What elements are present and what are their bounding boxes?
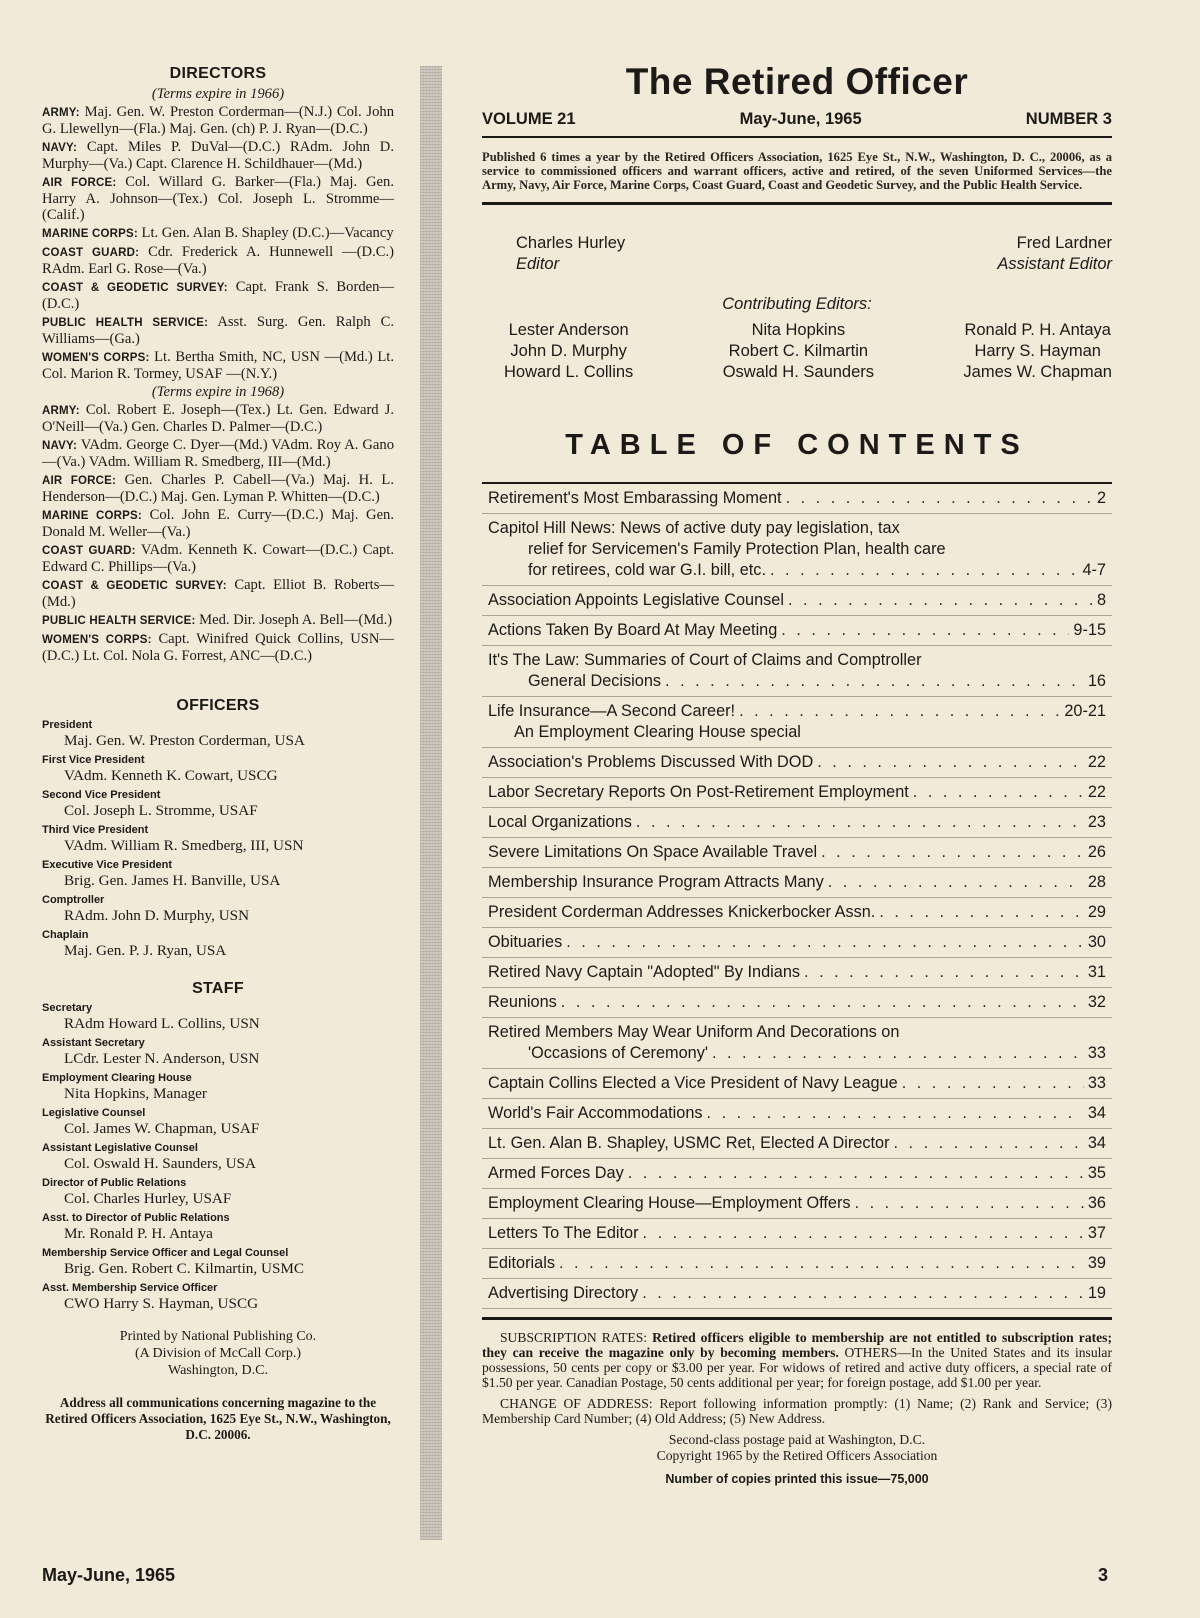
director-entry: WOMEN'S CORPS: Capt. Winifred Quick Collins, USN—(D.C.) Lt. Col. Nola G. Forrest, ANC—(D.C.) — [42, 631, 394, 664]
staff-section — [42, 981, 394, 1312]
director-entry: WOMEN'S CORPS: Lt. Bertha Smith, NC, USN —(Md.) Lt. Col. Marion R. Tormey, USAF —(N.Y.) — [42, 349, 394, 382]
toc-entry — [482, 1189, 1112, 1219]
toc-leader-dots — [561, 992, 1084, 1013]
toc-entry — [482, 748, 1112, 778]
directors-1968-list — [42, 402, 394, 664]
toc-line — [488, 620, 1106, 641]
toc-title: Capitol Hill News: News of active duty pay legislation, tax — [488, 519, 900, 537]
directors-1966-list — [42, 104, 394, 382]
page-number: 3 — [1098, 1565, 1109, 1585]
toc-page: 31 — [1087, 963, 1106, 981]
toc-page: 4-7 — [1082, 561, 1106, 579]
contributing-editors — [482, 320, 1112, 383]
staff-role: Asst. Membership Service Officer — [42, 1282, 218, 1294]
toc-title: 'Occasions of Ceremony' — [528, 1044, 708, 1062]
toc-line — [488, 1103, 1106, 1124]
officer-role: Comptroller — [42, 894, 105, 906]
toc-page: 34 — [1087, 1104, 1106, 1122]
editors-block — [482, 233, 1112, 275]
staff-name: Mr. Ronald P. H. Antaya — [64, 1225, 213, 1242]
toc-entry — [482, 1279, 1112, 1309]
toc-page: 23 — [1087, 813, 1106, 831]
contributor-column — [723, 320, 874, 383]
staff-name: CWO Harry S. Hayman, USCG — [64, 1295, 259, 1312]
toc-title: Association's Problems Discussed With DOD — [488, 753, 814, 771]
toc-line — [488, 701, 1106, 722]
toc-title: Reunions — [488, 993, 557, 1011]
toc-title: Letters To The Editor — [488, 1224, 639, 1242]
toc-line — [488, 1073, 1106, 1094]
toc-leader-dots — [770, 560, 1078, 581]
toc-line — [488, 1043, 1106, 1064]
toc-entry — [482, 868, 1112, 898]
staff-role: Director of Public Relations — [42, 1177, 187, 1189]
toc-title: World's Fair Accommodations — [488, 1104, 703, 1122]
toc-line — [488, 650, 1106, 671]
toc-leader-dots — [566, 932, 1084, 953]
terms-1968: (Terms expire in 1968) — [151, 384, 285, 400]
volume-label: VOLUME 21 — [482, 110, 576, 128]
toc-title: Membership Insurance Program Attracts Many — [488, 873, 824, 891]
toc-page: 16 — [1087, 672, 1106, 690]
contributor-name: Oswald H. Saunders — [722, 363, 875, 381]
staff-heading: STAFF — [192, 980, 244, 997]
right-column — [482, 56, 1112, 1486]
editor — [482, 233, 625, 275]
toc-line — [488, 992, 1106, 1013]
toc-entry — [482, 808, 1112, 838]
director-entry: AIR FORCE: Gen. Charles P. Cabell—(Va.) Maj. H. L. Henderson—(D.C.) Maj. Gen. Lyman P. Whitten—(D.C.) — [42, 472, 394, 505]
toc-leader-dots — [913, 782, 1084, 803]
director-entry: COAST & GEODETIC SURVEY: Capt. Frank S. Borden—(D.C.) — [42, 279, 394, 312]
toc-entry — [482, 586, 1112, 616]
toc-line — [488, 1193, 1106, 1214]
staff-role: Assistant Secretary — [42, 1037, 145, 1049]
toc-line — [488, 1022, 1106, 1043]
officers-heading: OFFICERS — [176, 697, 260, 714]
director-entry: PUBLIC HEALTH SERVICE: Med. Dir. Joseph A. Bell—(Md.) — [42, 612, 393, 628]
toc-leader-dots — [855, 1193, 1084, 1214]
toc-line — [488, 842, 1106, 863]
officer-role: Executive Vice President — [42, 859, 173, 871]
editor-name: Charles Hurley — [516, 234, 626, 252]
toc-subtitle: An Employment Clearing House special — [514, 723, 801, 741]
toc-line — [488, 560, 1106, 581]
subscription-info — [482, 1330, 1112, 1426]
toc-title: Employment Clearing House—Employment Offers — [488, 1194, 851, 1212]
toc-line — [488, 812, 1106, 833]
toc-page: 36 — [1087, 1194, 1106, 1212]
toc-line — [488, 962, 1106, 983]
officer-role: First Vice President — [42, 754, 145, 766]
toc-leader-dots — [643, 1223, 1084, 1244]
toc-entry — [482, 484, 1112, 514]
director-entry: AIR FORCE: Col. Willard G. Barker—(Fla.) Maj. Gen. Harry A. Johnson—(Tex.) Col. Joseph L. Stromme—(Calif.) — [42, 174, 394, 223]
copies-printed: Number of copies printed this issue—75,000 — [665, 1472, 929, 1486]
toc-page: 35 — [1087, 1164, 1106, 1182]
officer-name: VAdm. William R. Smedberg, III, USN — [64, 837, 304, 854]
toc-title: Local Organizations — [488, 813, 632, 831]
officer-role: Second Vice President — [42, 789, 161, 801]
toc-title: for retirees, cold war G.I. bill, etc. — [528, 561, 766, 579]
toc-line — [488, 872, 1106, 893]
toc-leader-dots — [712, 1043, 1084, 1064]
toc-entry — [482, 1249, 1112, 1279]
toc-title: General Decisions — [528, 672, 662, 690]
toc-line — [488, 1133, 1106, 1154]
toc-entry — [482, 1129, 1112, 1159]
toc-entry — [482, 928, 1112, 958]
director-entry: COAST GUARD: Cdr. Frederick A. Hunnewell —(D.C.) RAdm. Earl G. Rose—(Va.) — [42, 244, 394, 277]
contributing-editors-heading: Contributing Editors: — [722, 295, 872, 313]
toc-leader-dots — [828, 872, 1084, 893]
toc-leader-dots — [739, 701, 1060, 722]
toc-title: Severe Limitations On Space Available Travel — [488, 843, 818, 861]
officer-name: Col. Joseph L. Stromme, USAF — [64, 802, 258, 819]
toc-leader-dots — [707, 1103, 1084, 1124]
director-entry: ARMY: Col. Robert E. Joseph—(Tex.) Lt. Gen. Edward J. O'Neill—(Va.) Gen. Charles D. Palmer—(D.C.) — [42, 402, 394, 435]
toc-page: 2 — [1096, 489, 1106, 507]
toc-title: Labor Secretary Reports On Post-Retirement Employment — [488, 783, 909, 801]
toc-page: 32 — [1087, 993, 1106, 1011]
director-entry: NAVY: VAdm. George C. Dyer—(Md.) VAdm. Roy A. Gano—(Va.) VAdm. William R. Smedberg, III—(Md.) — [42, 437, 394, 470]
officer-name: Maj. Gen. W. Preston Corderman, USA — [64, 732, 305, 749]
staff-name: LCdr. Lester N. Anderson, USN — [64, 1050, 260, 1067]
toc-entry — [482, 838, 1112, 868]
change-of-address: CHANGE OF ADDRESS: Report following information promptly: (1) Name; (2) Rank and Service; (3) Membership Card Number; (4) Old Address; (5) New Address. — [482, 1396, 1112, 1426]
publication-statement: Published 6 times a year by the Retired Officers Association, 1625 Eye St., N.W., Washington, D. C., 20006, as a service to commissioned officers and warrant officers, active and retired, of the seven Uniformed Services—the Army, Navy, Air Force, Marine Corps, Coast Guard, Coast and Geodetic Survey, and the Public Health Service. — [482, 150, 1112, 192]
toc-title: Editorials — [488, 1254, 555, 1272]
toc-line — [488, 902, 1106, 923]
toc-title: Retired Navy Captain "Adopted" By Indians — [488, 963, 801, 981]
contributor-name: James W. Chapman — [963, 363, 1112, 381]
director-entry: MARINE CORPS: Lt. Gen. Alan B. Shapley (D.C.)—Vacancy — [42, 225, 394, 241]
toc-leader-dots — [559, 1253, 1084, 1274]
officer-name: Maj. Gen. P. J. Ryan, USA — [64, 942, 227, 959]
toc-entry — [482, 1099, 1112, 1129]
issue-number: NUMBER 3 — [1025, 110, 1112, 128]
left-column — [42, 66, 394, 1443]
toc-title: Advertising Directory — [488, 1284, 639, 1302]
toc-leader-dots — [781, 620, 1069, 641]
toc-title: Actions Taken By Board At May Meeting — [488, 621, 778, 639]
toc-heading: TABLE OF CONTENTS — [565, 429, 1029, 461]
staff-name: Col. Oswald H. Saunders, USA — [64, 1155, 256, 1172]
toc-line — [488, 1253, 1106, 1274]
toc-leader-dots — [902, 1073, 1084, 1094]
editor-title: Editor — [516, 255, 560, 273]
toc-entry — [482, 778, 1112, 808]
toc-title-continued: relief for Servicemen's Family Protection Plan, health care — [528, 540, 946, 558]
toc-entry — [482, 1069, 1112, 1099]
officer-name: Brig. Gen. James H. Banville, USA — [64, 872, 281, 889]
toc-page: 29 — [1087, 903, 1106, 921]
toc-title: Life Insurance—A Second Career! — [488, 702, 736, 720]
contributor-name: John D. Murphy — [510, 342, 627, 360]
toc-line — [488, 1283, 1106, 1304]
toc-title: Armed Forces Day — [488, 1164, 624, 1182]
toc-line — [488, 1163, 1106, 1184]
assistant-editor-title: Assistant Editor — [997, 255, 1112, 273]
contributor-name: Nita Hopkins — [751, 321, 846, 339]
toc-page: 20-21 — [1064, 702, 1106, 720]
director-entry: ARMY: Maj. Gen. W. Preston Corderman—(N.J.) Col. John G. Llewellyn—(Fla.) Maj. Gen. (ch) P. J. Ryan—(D.C.) — [42, 104, 394, 137]
toc-entry — [482, 1018, 1112, 1069]
toc-title: Captain Collins Elected a Vice President of Navy League — [488, 1074, 898, 1092]
toc-leader-dots — [642, 1283, 1084, 1304]
director-entry: COAST GUARD: VAdm. Kenneth K. Cowart—(D.C.) Capt. Edward C. Phillips—(Va.) — [42, 542, 395, 575]
officers-section — [42, 698, 394, 959]
toc-entry — [482, 1159, 1112, 1189]
contributor-column — [482, 320, 633, 383]
toc-page: 34 — [1087, 1134, 1106, 1152]
toc-title: Association Appoints Legislative Counsel — [488, 591, 784, 609]
director-entry: PUBLIC HEALTH SERVICE: Asst. Surg. Gen. Ralph C. Williams—(Ga.) — [42, 314, 394, 347]
contributor-name: Lester Anderson — [508, 321, 629, 339]
toc-title: Lt. Gen. Alan B. Shapley, USMC Ret, Elected A Director — [488, 1134, 890, 1152]
toc-leader-dots — [821, 842, 1084, 863]
divider-rule — [482, 202, 1112, 205]
footer-date: May-June, 1965 — [42, 1565, 176, 1585]
assistant-editor-name: Fred Lardner — [1016, 234, 1112, 252]
staff-role: Secretary — [42, 1002, 93, 1014]
toc-page: 39 — [1087, 1254, 1106, 1272]
contributor-name: Ronald P. H. Antaya — [964, 321, 1111, 339]
officer-name: RAdm. John D. Murphy, USN — [64, 907, 250, 924]
contributor-name: Harry S. Hayman — [974, 342, 1101, 360]
staff-role: Membership Service Officer and Legal Counsel — [42, 1247, 289, 1259]
contributor-column — [963, 320, 1112, 383]
toc-page: 33 — [1087, 1074, 1106, 1092]
toc-leader-dots — [786, 488, 1093, 509]
staff-role: Legislative Counsel — [42, 1107, 146, 1119]
subscription-rates: SUBSCRIPTION RATES: Retired officers eligible to membership are not entitled to subscription rates; they can receive the magazine only by becoming members. OTHERS—In the United States and its insular possessions, 50 cents per copy or $3.00 per year. For widows of retired and active duty officers, a special rate of $1.50 per year. Canadian Postage, 50 cents additional per year; for foreign postage, add $1.00 per year. — [482, 1330, 1112, 1390]
director-entry: NAVY: Capt. Miles P. DuVal—(D.C.) RAdm. John D. Murphy—(Va.) Capt. Clarence H. Schildhauer—(Md.) — [42, 139, 394, 172]
issue-date: May-June, 1965 — [739, 110, 862, 128]
toc-leader-dots — [879, 902, 1084, 923]
magazine-title: The Retired Officer — [625, 61, 969, 102]
toc-entry — [482, 988, 1112, 1018]
toc-leader-dots — [628, 1163, 1084, 1184]
staff-role: Employment Clearing House — [42, 1072, 192, 1084]
toc-line — [488, 518, 1106, 539]
toc-page: 9-15 — [1073, 621, 1106, 639]
toc-page: 19 — [1087, 1284, 1106, 1302]
toc-entry — [482, 514, 1112, 586]
officer-name: VAdm. Kenneth K. Cowart, USCG — [64, 767, 278, 784]
contributor-name: Robert C. Kilmartin — [728, 342, 869, 360]
divider-rule — [482, 1317, 1112, 1320]
toc-line — [488, 590, 1106, 611]
issue-info-row — [482, 110, 1112, 138]
officer-role: President — [42, 719, 93, 731]
staff-name: Col. Charles Hurley, USAF — [64, 1190, 232, 1207]
halftone-divider — [420, 66, 442, 1540]
toc-title: Retired Members May Wear Uniform And Decorations on — [488, 1023, 900, 1041]
toc-leader-dots — [636, 812, 1084, 833]
toc-line — [488, 932, 1106, 953]
toc-entry — [482, 898, 1112, 928]
toc-line — [488, 752, 1106, 773]
staff-name: Brig. Gen. Robert C. Kilmartin, USMC — [64, 1260, 305, 1277]
director-entry: MARINE CORPS: Col. John E. Curry—(D.C.) Maj. Gen. Donald M. Weller—(Va.) — [42, 507, 394, 540]
toc-line — [488, 488, 1106, 509]
staff-role: Assistant Legislative Counsel — [42, 1142, 198, 1154]
toc-page: 8 — [1096, 591, 1106, 609]
staff-name: Nita Hopkins, Manager — [64, 1085, 207, 1102]
toc-leader-dots — [804, 962, 1084, 983]
toc-title: President Corderman Addresses Knickerbocker Assn. — [488, 903, 876, 921]
table-of-contents — [482, 482, 1112, 1309]
toc-page: 22 — [1087, 753, 1106, 771]
toc-line — [488, 782, 1106, 803]
toc-title: It's The Law: Summaries of Court of Claims and Comptroller — [488, 651, 922, 669]
toc-leader-dots — [788, 590, 1093, 611]
address-note: Address all communications concerning magazine to the Retired Officers Association, 1625 Eye St., N.W., Washington, D.C. 20006. — [45, 1395, 391, 1442]
toc-page: 30 — [1087, 933, 1106, 951]
toc-leader-dots — [665, 671, 1084, 692]
staff-name: Col. James W. Chapman, USAF — [64, 1120, 260, 1137]
toc-page: 37 — [1087, 1224, 1106, 1242]
director-entry: COAST & GEODETIC SURVEY: Capt. Elliot B. Roberts—(Md.) — [42, 577, 394, 610]
directors-heading: DIRECTORS — [169, 65, 267, 82]
staff-role: Asst. to Director of Public Relations — [42, 1212, 230, 1224]
toc-title: Obituaries — [488, 933, 563, 951]
toc-leader-dots — [894, 1133, 1084, 1154]
toc-entry — [482, 646, 1112, 697]
toc-leader-dots — [817, 752, 1084, 773]
assistant-editor — [997, 233, 1112, 275]
toc-page: 26 — [1087, 843, 1106, 861]
toc-title: Retirement's Most Embarassing Moment — [488, 489, 782, 507]
postage-copyright: Second-class postage paid at Washington, D.C. Copyright 1965 by the Retired Officers Association — [656, 1432, 938, 1463]
toc-entry — [482, 616, 1112, 646]
staff-name: RAdm Howard L. Collins, USN — [64, 1015, 260, 1032]
toc-entry — [482, 697, 1112, 748]
toc-line — [488, 671, 1106, 692]
officer-role: Third Vice President — [42, 824, 149, 836]
toc-page: 28 — [1087, 873, 1106, 891]
toc-entry — [482, 958, 1112, 988]
terms-1966: (Terms expire in 1966) — [151, 86, 285, 102]
contributor-name: Howard L. Collins — [504, 363, 634, 381]
officer-role: Chaplain — [42, 929, 89, 941]
toc-entry — [482, 1219, 1112, 1249]
printer-credit: Printed by National Publishing Co. (A Division of McCall Corp.) Washington, D.C. — [119, 1329, 317, 1378]
toc-page: 22 — [1087, 783, 1106, 801]
toc-page: 33 — [1087, 1044, 1106, 1062]
toc-line — [488, 1223, 1106, 1244]
